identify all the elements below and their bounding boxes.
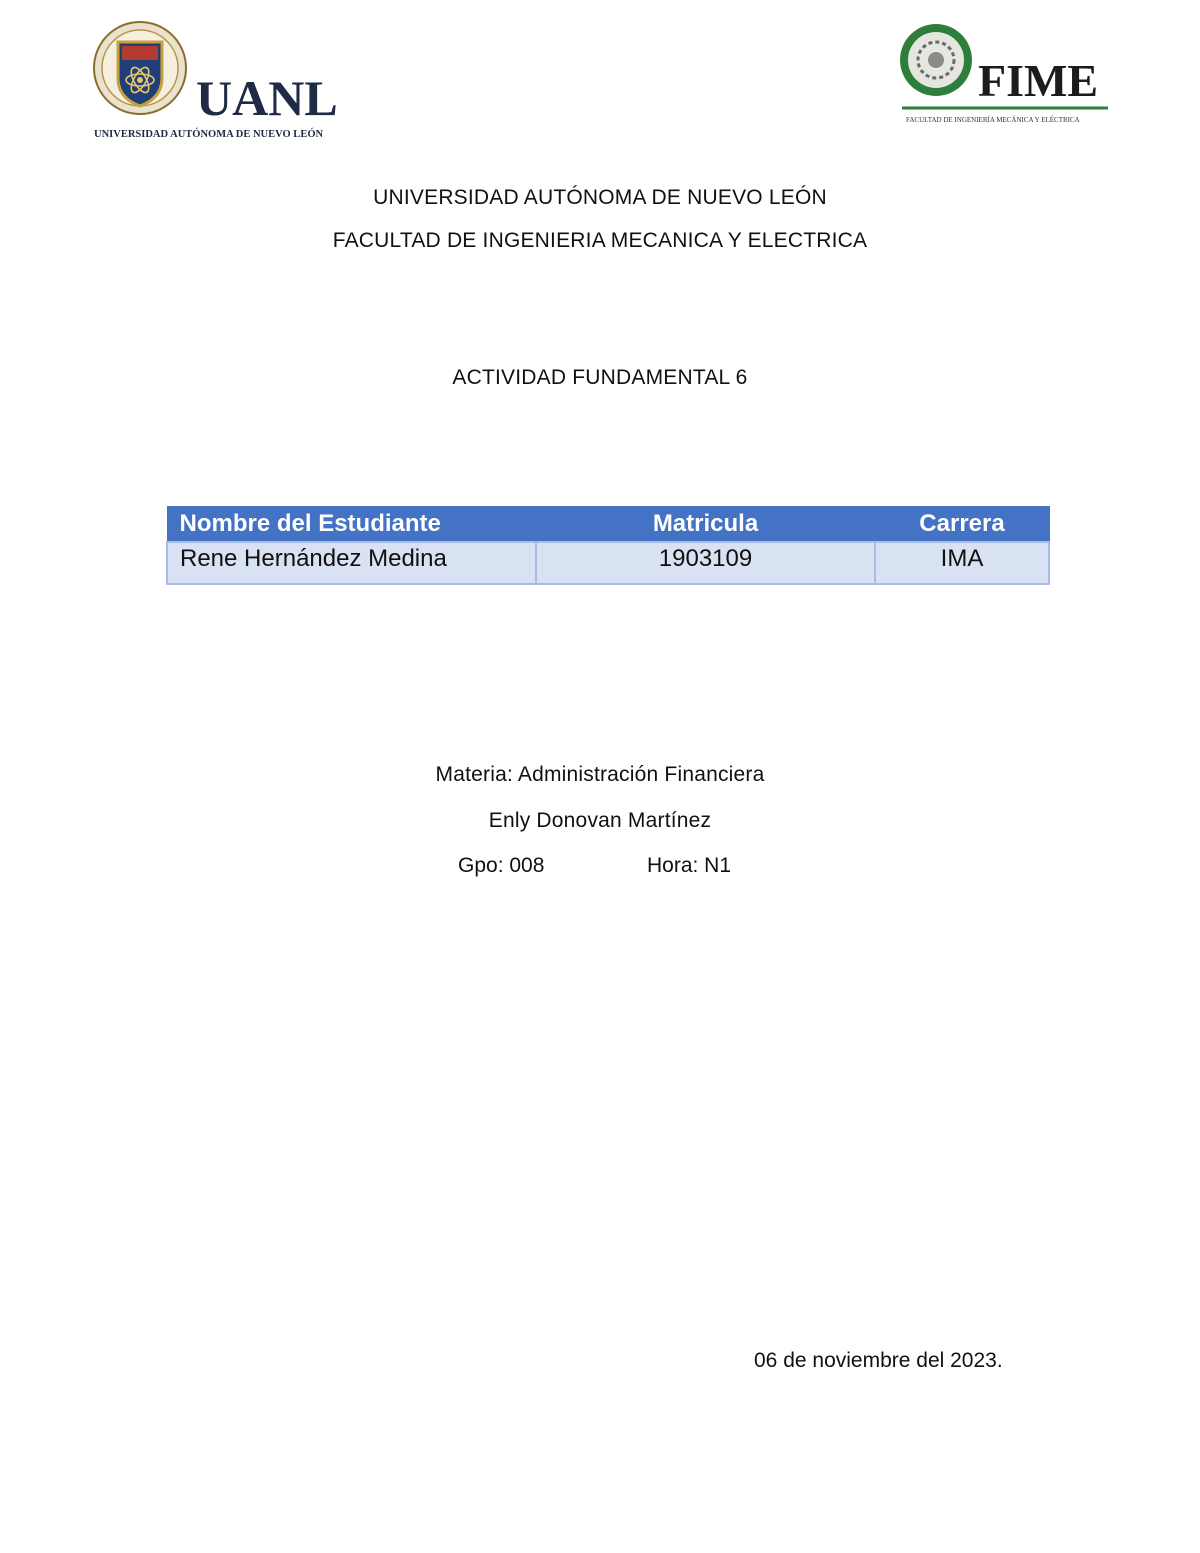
faculty-title: FACULTAD DE INGENIERIA MECANICA Y ELECTRICA [332, 229, 868, 252]
fime-wordmark: FIME [978, 55, 1099, 106]
document-date: 06 de noviembre del 2023. [754, 1349, 1003, 1372]
group-label: Gpo: 008 [458, 854, 545, 877]
university-title: UNIVERSIDAD AUTÓNOMA DE NUEVO LEÓN [373, 186, 827, 209]
cell-carrera: IMA [875, 542, 1049, 584]
student-table [166, 506, 1050, 585]
subject-line: Materia: Administración Financiera [435, 763, 765, 786]
fime-logo [898, 18, 1110, 128]
cell-student-name: Rene Hernández Medina [167, 542, 536, 584]
cell-matricula: 1903109 [536, 542, 875, 584]
uanl-wordmark: UANL [196, 70, 338, 126]
table-row [167, 542, 1049, 584]
activity-title: ACTIVIDAD FUNDAMENTAL 6 [452, 366, 748, 389]
uanl-logo [92, 20, 352, 142]
fime-subtitle: FACULTAD DE INGENIERÍA MECÁNICA Y ELÉCTRICA [906, 116, 1080, 124]
header-matricula: Matricula [536, 507, 875, 543]
uanl-subtitle: UNIVERSIDAD AUTÓNOMA DE NUEVO LEÓN [94, 129, 324, 140]
teacher-name: Enly Donovan Martínez [488, 809, 712, 832]
table-header-row [167, 507, 1049, 543]
hour-label: Hora: N1 [647, 854, 732, 877]
header-student-name: Nombre del Estudiante [167, 507, 536, 543]
header-carrera: Carrera [875, 507, 1049, 543]
